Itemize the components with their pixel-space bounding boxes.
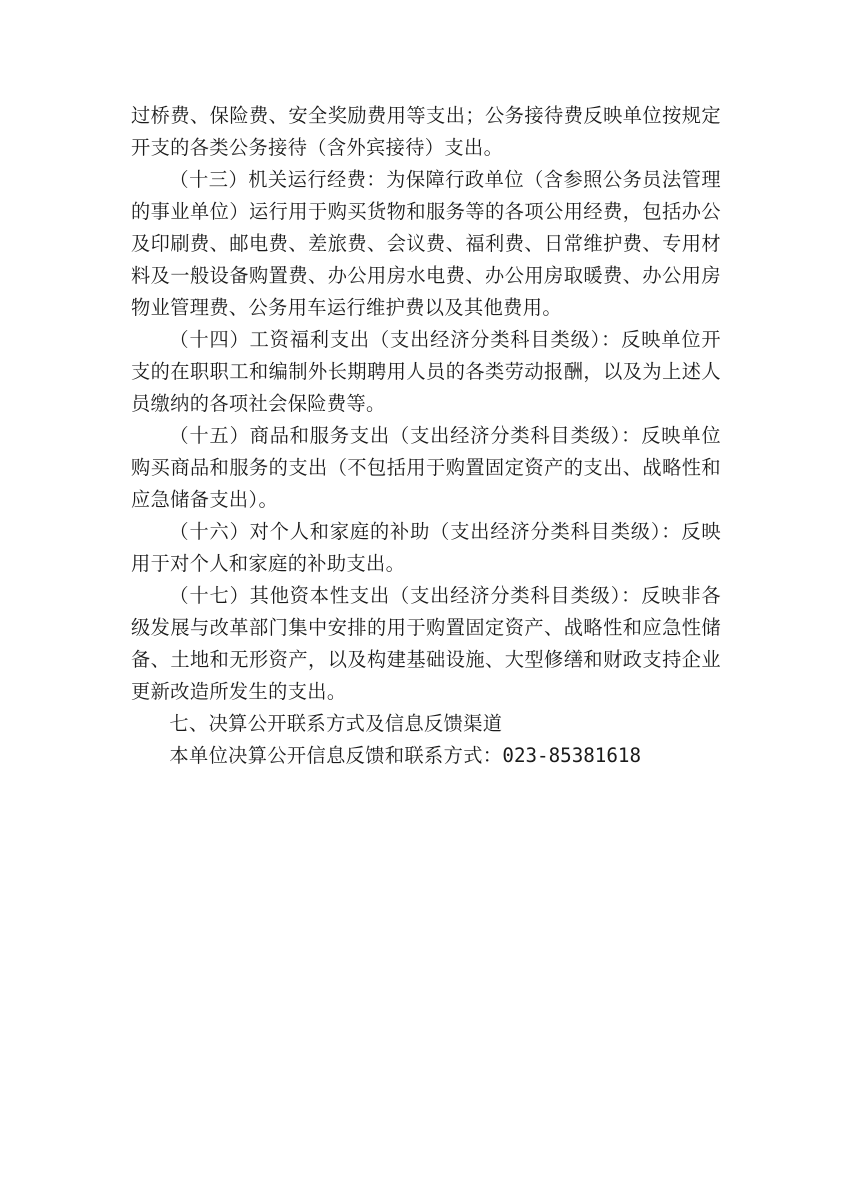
continuation-paragraph: 过桥费、保险费、安全奖励费用等支出；公务接待费反映单位按规定开支的各类公务接待（含外宾接待）支出。 xyxy=(131,104,721,159)
contact-line xyxy=(131,740,721,772)
contact-label: 本单位决算公开信息反馈和联系方式： xyxy=(169,744,503,767)
item-paragraph-15: （十五）商品和服务支出（支出经济分类科目类级）：反映单位购买商品和服务的支出（不包括用于购置固定资产的支出、战略性和应急储备支出）。 xyxy=(131,424,721,511)
item-paragraph-14: （十四）工资福利支出（支出经济分类科目类级）：反映单位开支的在职职工和编制外长期聘用人员的各类劳动报酬，以及为上述人员缴纳的各项社会保险费等。 xyxy=(131,328,721,415)
contact-phone: 023-85381618 xyxy=(502,744,642,767)
item-paragraph-13: （十三）机关运行经费：为保障行政单位（含参照公务员法管理的事业单位）运行用于购买货物和服务等的各项公用经费，包括办公及印刷费、邮电费、差旅费、会议费、福利费、日常维护费、专用材料及一般设备购置费、办公用房水电费、办公用房取暖费、办公用房物业管理费、公务用车运行维护费以及其他费用。 xyxy=(131,168,721,319)
section-heading: 七、决算公开联系方式及信息反馈渠道 xyxy=(169,712,503,735)
item-paragraph-17: （十七）其他资本性支出（支出经济分类科目类级）：反映非各级发展与改革部门集中安排的用于购置固定资产、战略性和应急性储备、土地和无形资产，以及构建基础设施、大型修缮和财政支持企业更新改造所发生的支出。 xyxy=(131,584,721,703)
document-body xyxy=(131,100,721,772)
item-paragraph-16: （十六）对个人和家庭的补助（支出经济分类科目类级）：反映用于对个人和家庭的补助支出。 xyxy=(131,520,721,575)
